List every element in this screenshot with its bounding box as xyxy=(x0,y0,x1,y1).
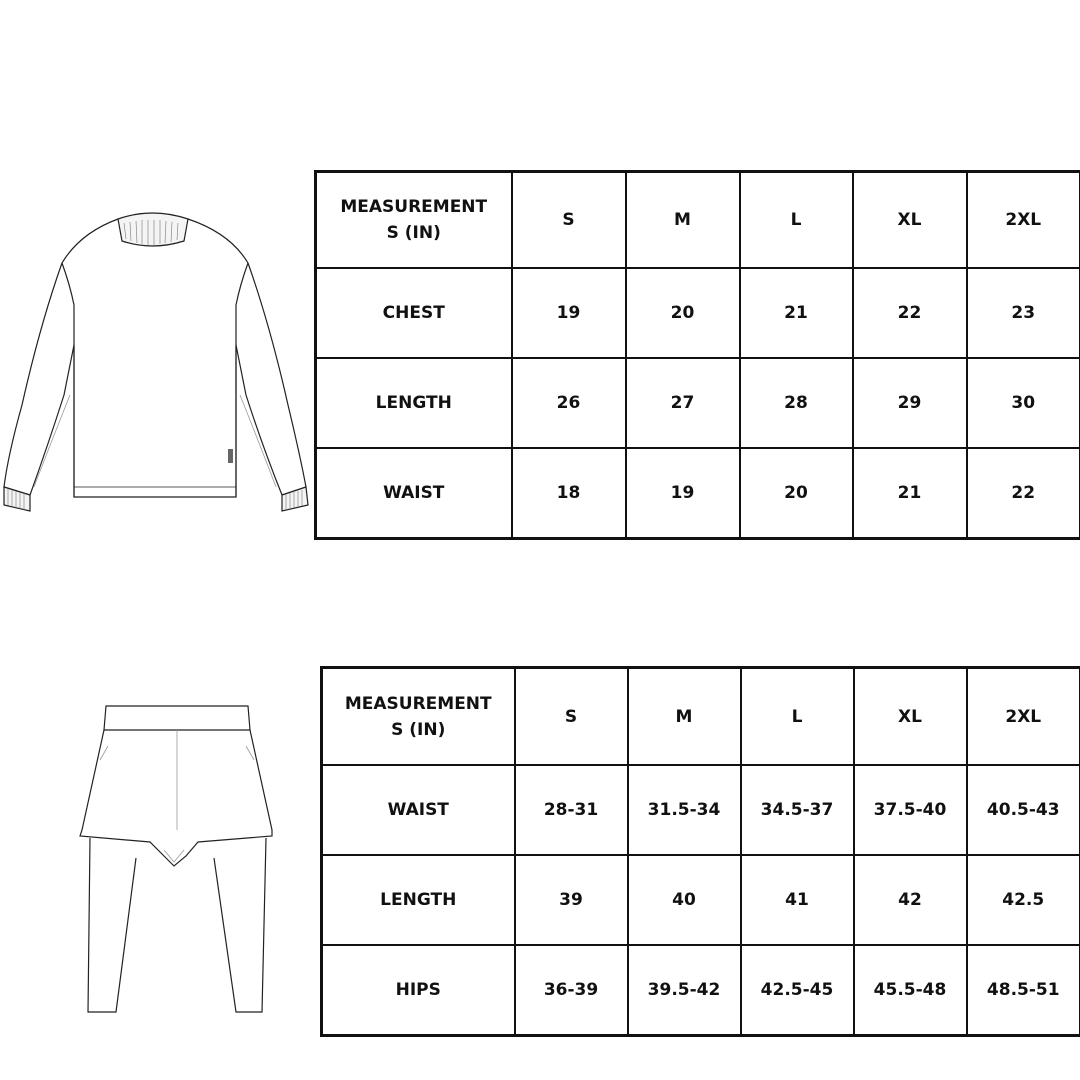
row-label: HIPS xyxy=(322,945,515,1036)
table-cell: 40.5-43 xyxy=(967,765,1080,855)
row-label: CHEST xyxy=(316,268,512,358)
table-cell: 39.5-42 xyxy=(628,945,741,1036)
header-cell: S xyxy=(512,172,626,269)
table-row xyxy=(316,448,1080,539)
header-cell: MEASUREMENTS (IN) xyxy=(322,668,515,766)
header-cell: 2XL xyxy=(967,172,1080,269)
header-cell: M xyxy=(628,668,741,766)
header-cell: MEASUREMENTS (IN) xyxy=(316,172,512,269)
table-cell: 41 xyxy=(741,855,854,945)
table-cell: 18 xyxy=(512,448,626,539)
skort-leggings-icon xyxy=(72,700,282,1018)
table-cell: 37.5-40 xyxy=(854,765,967,855)
header-cell: M xyxy=(626,172,740,269)
sweatshirt-icon xyxy=(0,205,312,521)
table-row xyxy=(322,855,1080,945)
table-cell: 20 xyxy=(626,268,740,358)
header-cell: XL xyxy=(854,668,967,766)
table-cell: 28 xyxy=(740,358,853,448)
row-label: LENGTH xyxy=(316,358,512,448)
table-cell: 21 xyxy=(740,268,853,358)
table-row xyxy=(316,268,1080,358)
table-cell: 42.5 xyxy=(967,855,1080,945)
header-cell: 2XL xyxy=(967,668,1080,766)
table-cell: 22 xyxy=(967,448,1080,539)
header-cell: L xyxy=(740,172,853,269)
table-cell: 29 xyxy=(853,358,967,448)
row-label: WAIST xyxy=(322,765,515,855)
row-label: WAIST xyxy=(316,448,512,539)
table-cell: 45.5-48 xyxy=(854,945,967,1036)
table-row xyxy=(322,945,1080,1036)
table-cell: 22 xyxy=(853,268,967,358)
table-header-row xyxy=(322,668,1080,766)
header-cell: S xyxy=(515,668,628,766)
sweatshirt-size-table xyxy=(314,170,1080,540)
header-cell: L xyxy=(741,668,854,766)
table-cell: 23 xyxy=(967,268,1080,358)
table-header-row xyxy=(316,172,1080,269)
table-cell: 27 xyxy=(626,358,740,448)
table-cell: 30 xyxy=(967,358,1080,448)
row-label: LENGTH xyxy=(322,855,515,945)
table-row xyxy=(322,765,1080,855)
table-cell: 40 xyxy=(628,855,741,945)
table-cell: 19 xyxy=(512,268,626,358)
table-cell: 20 xyxy=(740,448,853,539)
table-cell: 39 xyxy=(515,855,628,945)
table-cell: 31.5-34 xyxy=(628,765,741,855)
table-cell: 28-31 xyxy=(515,765,628,855)
table-cell: 34.5-37 xyxy=(741,765,854,855)
table-cell: 36-39 xyxy=(515,945,628,1036)
table-cell: 26 xyxy=(512,358,626,448)
bottoms-size-table xyxy=(320,666,1080,1037)
table-cell: 42 xyxy=(854,855,967,945)
table-row xyxy=(316,358,1080,448)
table-cell: 19 xyxy=(626,448,740,539)
table-cell: 21 xyxy=(853,448,967,539)
table-cell: 48.5-51 xyxy=(967,945,1080,1036)
table-cell: 42.5-45 xyxy=(741,945,854,1036)
header-cell: XL xyxy=(853,172,967,269)
